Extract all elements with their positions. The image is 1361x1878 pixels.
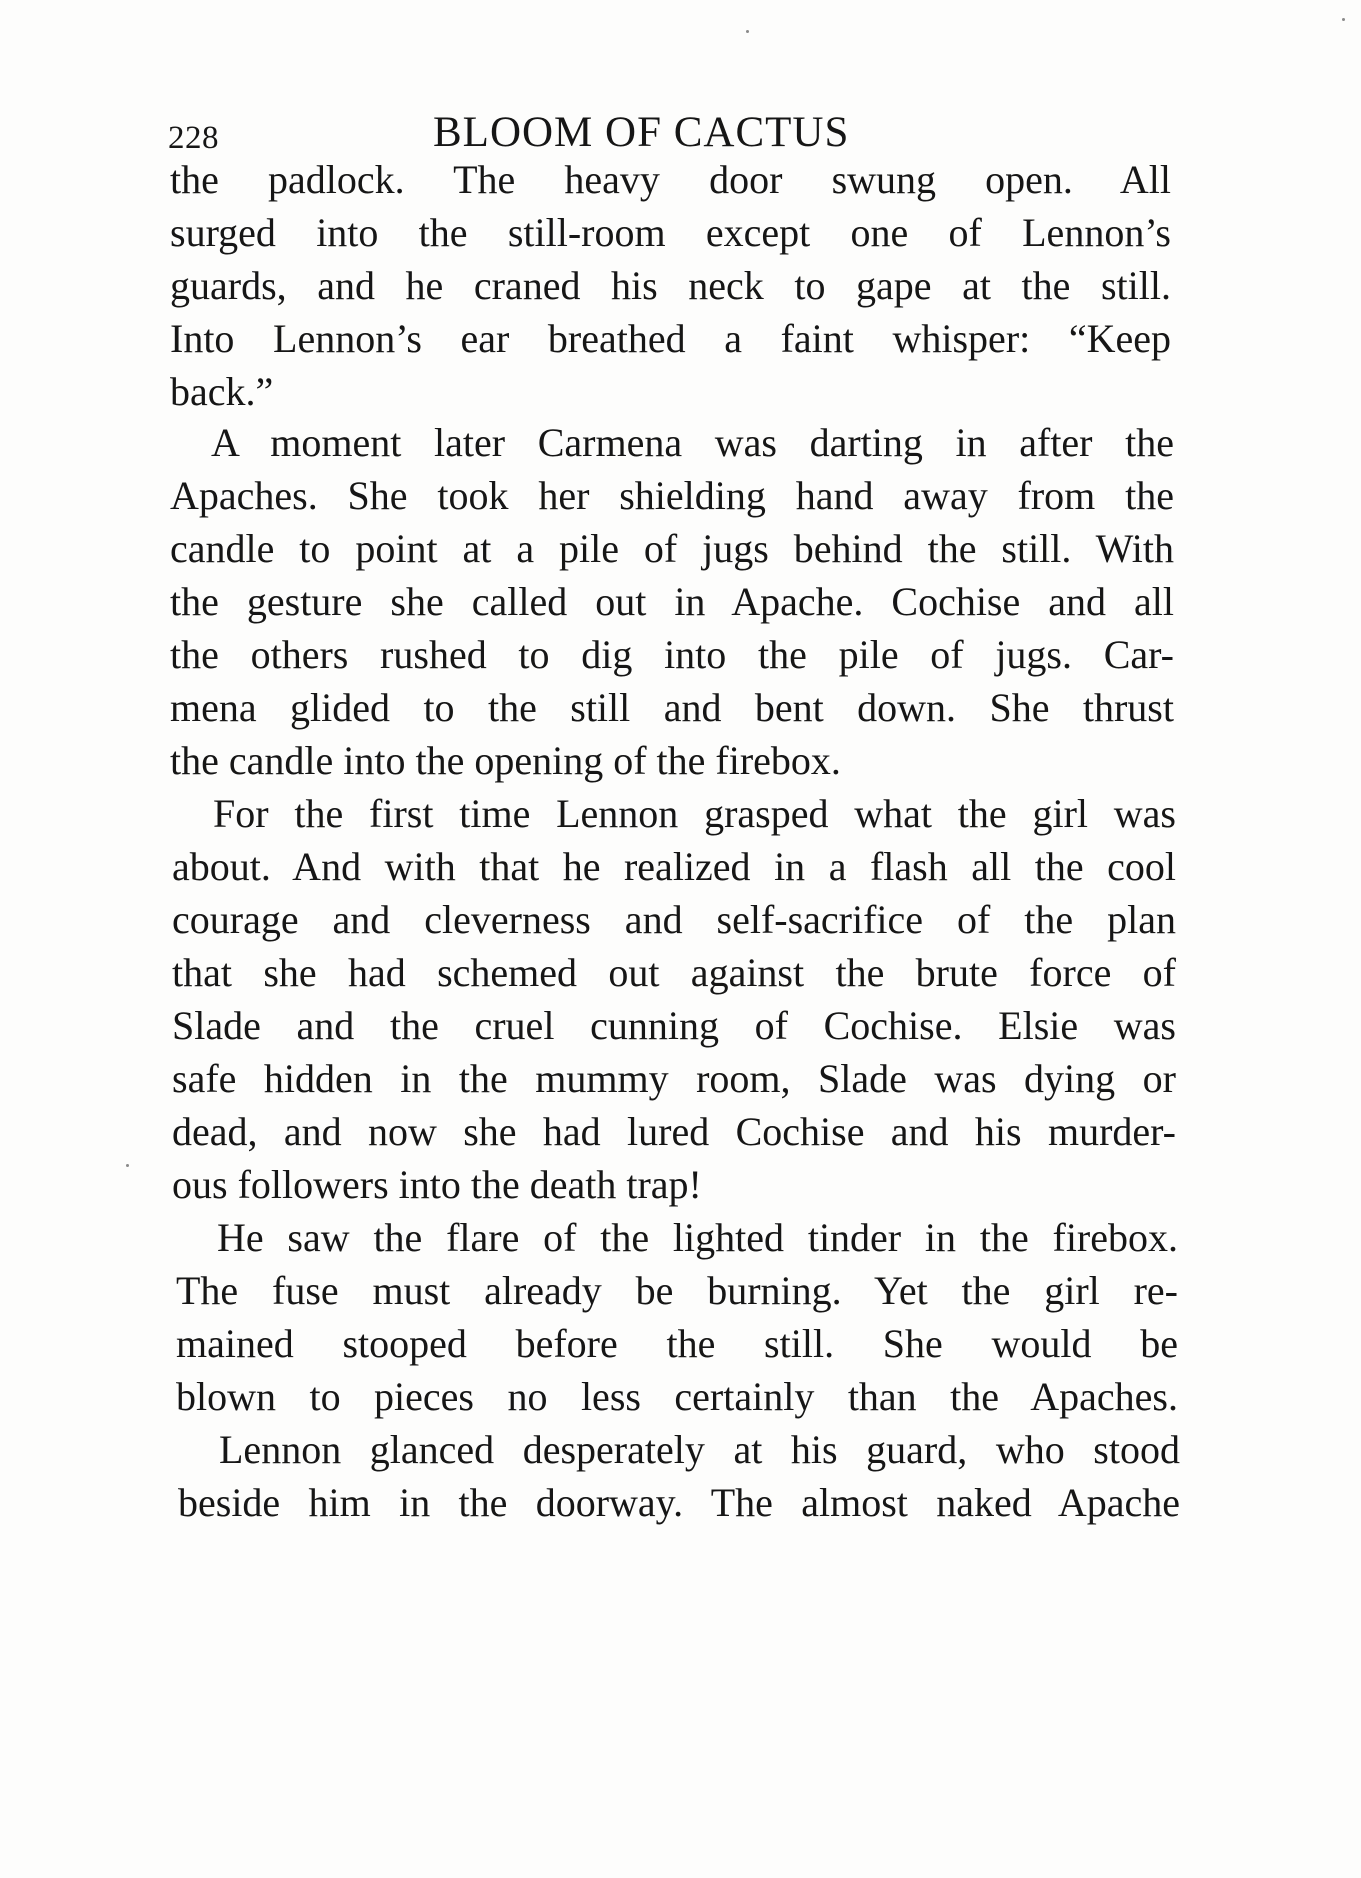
text-line: the gesture she called out in Apache. Cochise and all xyxy=(170,579,1174,624)
text-line: Apaches. She took her shielding hand away from the xyxy=(170,473,1174,518)
text-line: mena glided to the still and bent down. She thrust xyxy=(170,685,1174,730)
text-line: back.” xyxy=(170,369,274,414)
text-line: Slade and the cruel cunning of Cochise. Elsie was xyxy=(172,1003,1176,1048)
text-line: safe hidden in the mummy room, Slade was dying or xyxy=(172,1056,1176,1101)
text-line: the candle into the opening of the firebox. xyxy=(170,738,841,783)
text-line: mained stooped before the still. She would be xyxy=(176,1321,1178,1366)
page-number: 228 xyxy=(168,120,219,156)
text-line: the others rushed to dig into the pile of jugs. Car- xyxy=(170,632,1174,677)
text-line: Lennon glanced desperately at his guard, who stood xyxy=(219,1427,1180,1472)
text-line: beside him in the doorway. The almost naked Apache xyxy=(178,1480,1180,1525)
text-line: the padlock. The heavy door swung open. All xyxy=(170,157,1171,202)
text-line: about. And with that he realized in a flash all the cool xyxy=(172,844,1176,889)
text-line: Into Lennon’s ear breathed a faint whisper: “Keep xyxy=(170,316,1171,361)
text-line: surged into the still-room except one of Lennon’s xyxy=(170,210,1171,255)
text-line: blown to pieces no less certainly than the Apaches. xyxy=(176,1374,1178,1419)
scan-speck xyxy=(126,1164,129,1167)
text-line: guards, and he craned his neck to gape at the still. xyxy=(170,263,1171,308)
text-line: A moment later Carmena was darting in after the xyxy=(211,420,1174,465)
running-title: BLOOM OF CACTUS xyxy=(433,109,850,156)
text-line: For the first time Lennon grasped what the girl was xyxy=(213,791,1176,836)
text-line: dead, and now she had lured Cochise and his murder- xyxy=(172,1109,1176,1154)
text-line: candle to point at a pile of jugs behind the still. With xyxy=(170,526,1174,571)
text-line: ous followers into the death trap! xyxy=(172,1162,702,1207)
scan-speck xyxy=(746,30,749,33)
scan-speck xyxy=(1342,18,1345,21)
text-line: The fuse must already be burning. Yet the girl re- xyxy=(176,1268,1178,1313)
text-line: courage and cleverness and self-sacrifice of the plan xyxy=(172,897,1176,942)
text-line: that she had schemed out against the brute force of xyxy=(172,950,1176,995)
text-line: He saw the flare of the lighted tinder in the firebox. xyxy=(217,1215,1178,1260)
